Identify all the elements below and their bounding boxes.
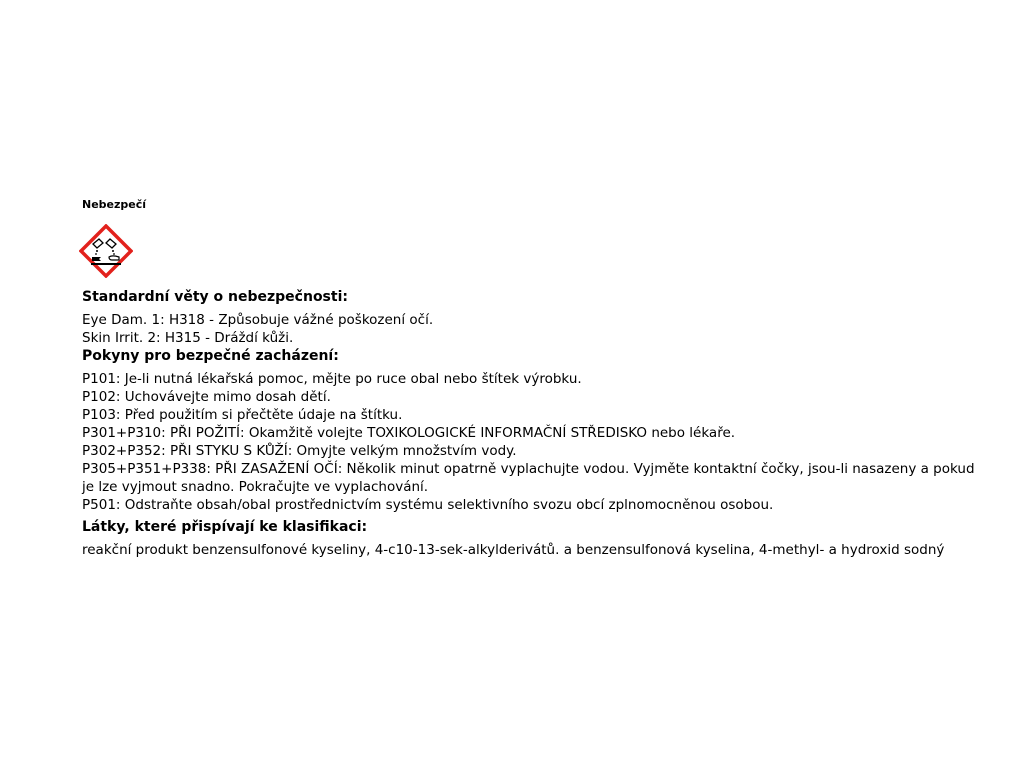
classifying-substances-text: reakční produkt benzensulfonové kyseliny, 4-c10-13-sek-alkylderivátů. a benzensulfonová kyselina, 4-methyl- a hydroxid sodný xyxy=(82,542,945,558)
hazard-statements-list xyxy=(82,311,982,347)
precautionary-statements-heading: Pokyny pro bezpečné zacházení: xyxy=(82,348,339,364)
precautionary-statement: P501: Odstraňte obsah/obal prostřednictvím systému selektivního svozu obcí zplnomocněnou osobou. xyxy=(82,497,774,513)
hazard-statements-heading: Standardní věty o nebezpečnosti: xyxy=(82,289,348,305)
safety-label-document xyxy=(82,198,982,559)
precautionary-statements-list xyxy=(82,370,982,514)
classifying-substances-heading: Látky, které přispívají ke klasifikaci: xyxy=(82,519,368,535)
precautionary-statement: P102: Uchovávejte mimo dosah dětí. xyxy=(82,389,331,405)
precautionary-statement: P101: Je-li nutná lékařská pomoc, mějte po ruce obal nebo štítek výrobku. xyxy=(82,371,582,387)
precautionary-statement: P301+P310: PŘI POŽITÍ: Okamžitě volejte TOXIKOLOGICKÉ INFORMAČNÍ STŘEDISKO nebo lékaře. xyxy=(82,425,736,441)
signal-word: Nebezpečí xyxy=(82,198,147,211)
precautionary-statement: P103: Před použitím si přečtěte údaje na štítku. xyxy=(82,407,403,423)
precautionary-statement: P305+P351+P338: PŘI ZASAŽENÍ OČÍ: Několik minut opatrně vyplachujte vodou. Vyjměte kontaktní čočky, jsou-li nasazeny a pokud je lze vyjmout snadno. Pokračujte ve vyplachování. xyxy=(82,461,975,495)
precautionary-statement: P302+P352: PŘI STYKU S KŮŽÍ: Omyjte velkým množstvím vody. xyxy=(82,443,517,459)
hazard-statement: Skin Irrit. 2: H315 - Dráždí kůži. xyxy=(82,330,294,346)
hazard-statement: Eye Dam. 1: H318 - Způsobuje vážné poškození očí. xyxy=(82,312,434,328)
corrosion-icon xyxy=(79,224,133,278)
